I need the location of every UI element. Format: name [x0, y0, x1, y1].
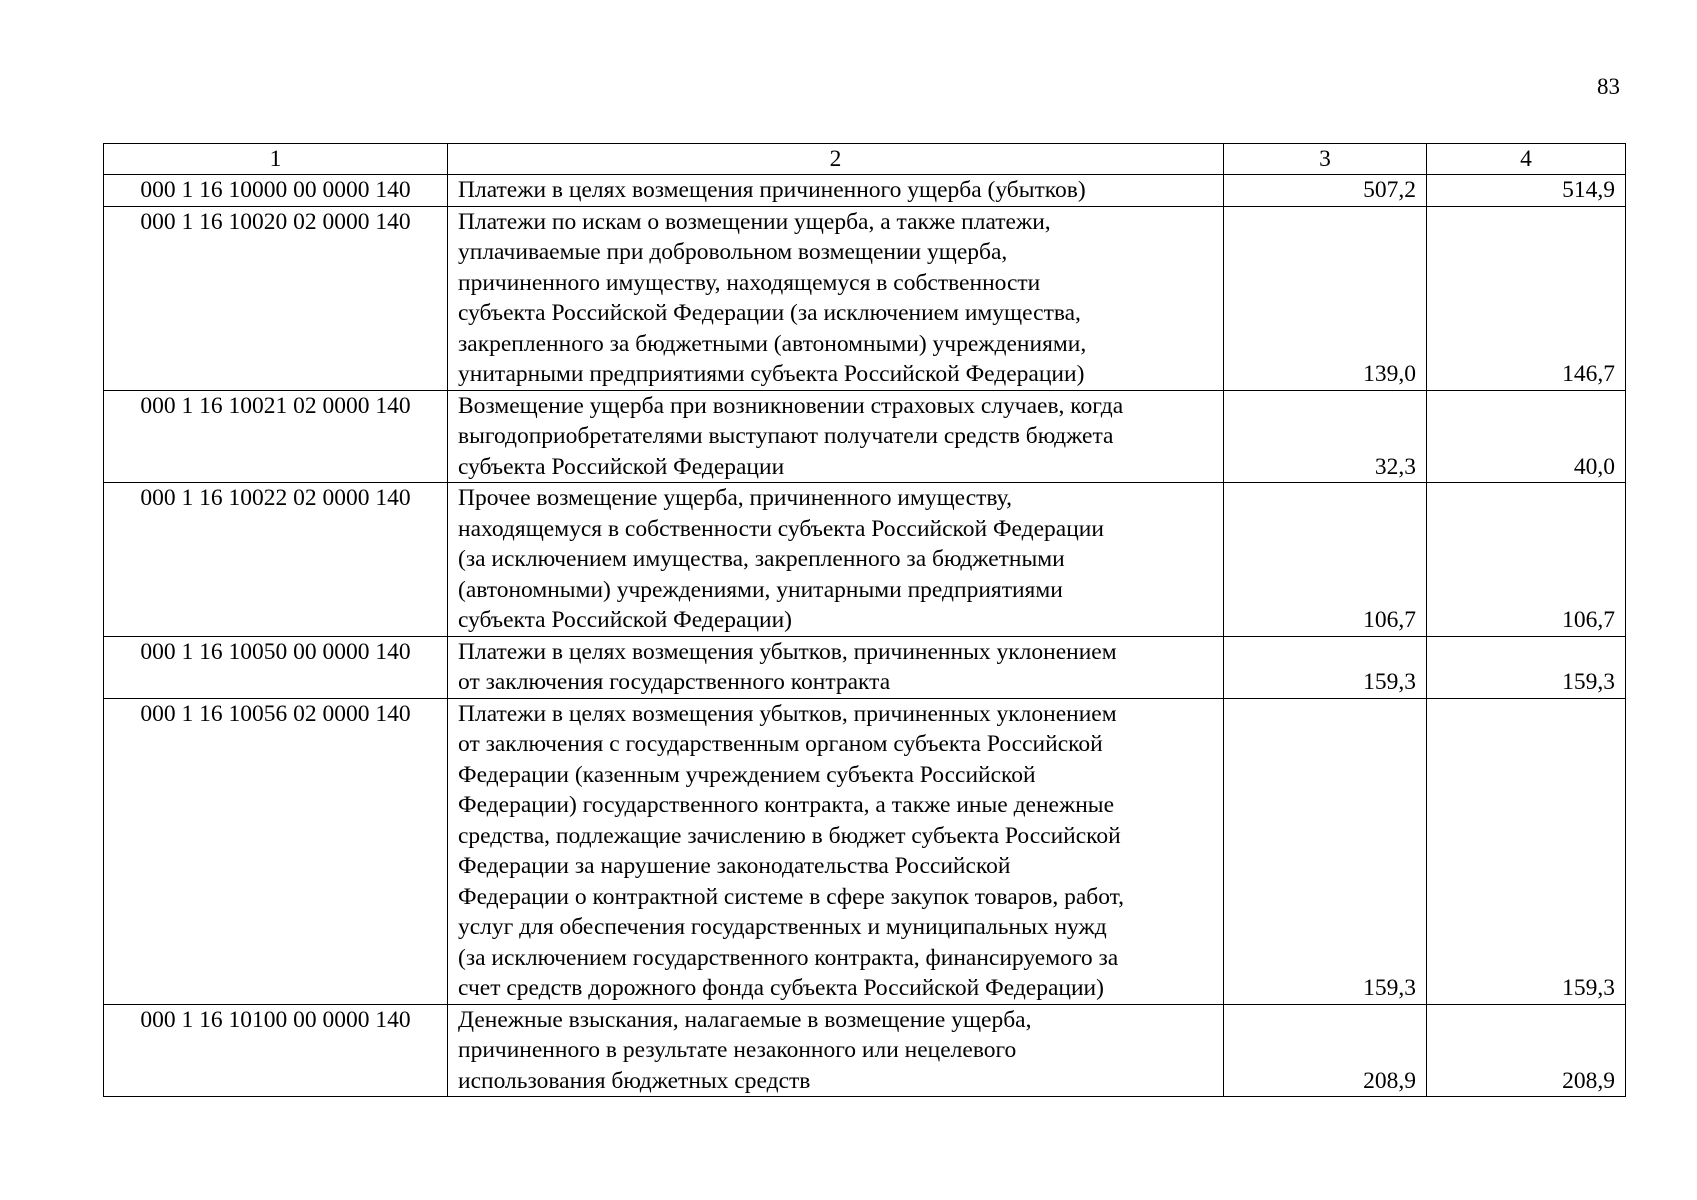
- column-header-2: 2: [448, 144, 1224, 175]
- budget-code-cell: 000 1 16 10100 00 0000 140: [104, 1004, 448, 1097]
- value-column-4-cell: 40,0: [1427, 390, 1626, 483]
- income-name-cell: Платежи по искам о возмещении ущерба, а также платежи, уплачиваемые при добровольном возмещении ущерба, причиненного имуществу, находящемуся в собственности субъекта Российской Федерации (за исключением имущества, закрепленного за бюджетными (автономными) учреждениями, унитарными предприятиями субъекта Российской Федерации): [448, 206, 1224, 390]
- budget-code-cell: 000 1 16 10022 02 0000 140: [104, 483, 448, 637]
- value-column-3-cell: 32,3: [1224, 390, 1427, 483]
- value-column-3-cell: 507,2: [1224, 175, 1427, 207]
- value-column-4-cell: 514,9: [1427, 175, 1626, 207]
- budget-table: [103, 143, 1626, 1097]
- value-column-4-cell: 208,9: [1427, 1004, 1626, 1097]
- value-column-4-cell: 159,3: [1427, 698, 1626, 1004]
- table-row: [104, 1004, 1626, 1097]
- budget-code-cell: 000 1 16 10050 00 0000 140: [104, 636, 448, 698]
- value-column-3-cell: 208,9: [1224, 1004, 1427, 1097]
- income-name-cell: Прочее возмещение ущерба, причиненного имуществу, находящемуся в собственности субъекта Российской Федерации (за исключением имущества, закрепленного за бюджетными (автономными) учреждениями, унитарными предприятиями субъекта Российской Федерации): [448, 483, 1224, 637]
- income-name-cell: Платежи в целях возмещения убытков, причиненных уклонением от заключения государственного контракта: [448, 636, 1224, 698]
- table-row: [104, 390, 1626, 483]
- budget-code-cell: 000 1 16 10021 02 0000 140: [104, 390, 448, 483]
- value-column-4-cell: 106,7: [1427, 483, 1626, 637]
- value-column-4-cell: 159,3: [1427, 636, 1626, 698]
- budget-code-cell: 000 1 16 10056 02 0000 140: [104, 698, 448, 1004]
- value-column-3-cell: 106,7: [1224, 483, 1427, 637]
- table-row: [104, 483, 1626, 637]
- table-row: [104, 636, 1626, 698]
- column-header-4: 4: [1427, 144, 1626, 175]
- income-name-cell: Денежные взыскания, налагаемые в возмещение ущерба, причиненного в результате незаконного или нецелевого использования бюджетных средств: [448, 1004, 1224, 1097]
- column-header-3: 3: [1224, 144, 1427, 175]
- table-row: [104, 206, 1626, 390]
- value-column-4-cell: 146,7: [1427, 206, 1626, 390]
- table-row: [104, 175, 1626, 207]
- income-name-cell: Платежи в целях возмещения убытков, причиненных уклонением от заключения с государственным органом субъекта Российской Федерации (казенным учреждением субъекта Российской Федерации) государственного контракта, а также иные денежные средства, подлежащие зачислению в бюджет субъекта Российской Федерации за нарушение законодательства Российской Федерации о контрактной системе в сфере закупок товаров, работ, услуг для обеспечения государственных и муниципальных нужд (за исключением государственного контракта, финансируемого за счет средств дорожного фонда субъекта Российской Федерации): [448, 698, 1224, 1004]
- income-name-cell: Платежи в целях возмещения причиненного ущерба (убытков): [448, 175, 1224, 207]
- table-row: [104, 698, 1626, 1004]
- value-column-3-cell: 139,0: [1224, 206, 1427, 390]
- budget-code-cell: 000 1 16 10020 02 0000 140: [104, 206, 448, 390]
- income-name-cell: Возмещение ущерба при возникновении страховых случаев, когда выгодоприобретателями выступают получатели средств бюджета субъекта Российской Федерации: [448, 390, 1224, 483]
- column-header-1: 1: [104, 144, 448, 175]
- page-number: 83: [1597, 74, 1620, 99]
- table-header-row: [104, 144, 1626, 175]
- budget-code-cell: 000 1 16 10000 00 0000 140: [104, 175, 448, 207]
- value-column-3-cell: 159,3: [1224, 636, 1427, 698]
- value-column-3-cell: 159,3: [1224, 698, 1427, 1004]
